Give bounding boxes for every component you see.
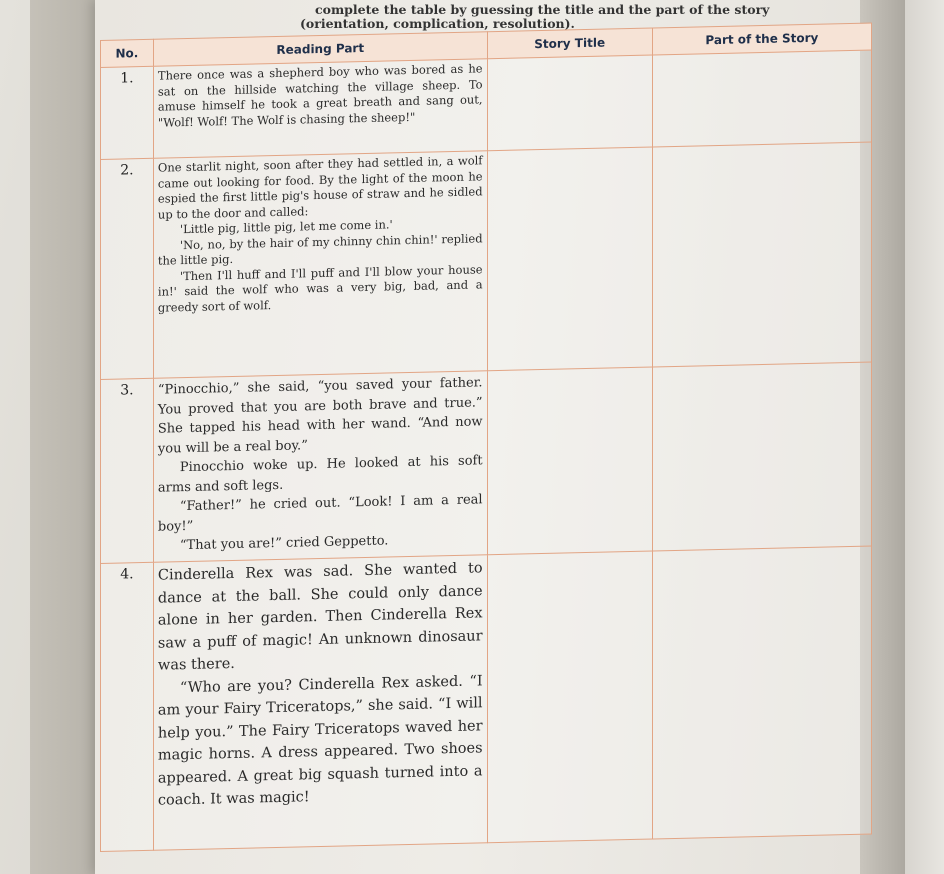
row-number: 3. [101, 378, 154, 563]
reading-paragraph: 'Little pig, little pig, let me come in.' [179, 217, 393, 237]
reading-paragraph: “Father!” he cried out. “Look! I am a real boy!” [157, 492, 483, 535]
reading-paragraph: Cinderella Rex was sad. She wanted to dance at the ball. She could only dance alone in her garden. Then Cinderella Rex saw a puff of magic! An unknown dinosaur was there. [157, 560, 483, 674]
reading-part-cell [153, 371, 487, 563]
reading-paragraph: 'No, no, by the hair of my chinny chin chin!' replied the little pig. [157, 230, 483, 268]
facing-page [905, 0, 944, 874]
reading-paragraph: “Who are you? Cinderella Rex asked. “I am your Fairy Triceratops,” she said. “I will help you.” The Fairy Triceratops waved her magic horns. A dress appeared. Two shoes appeared. A great big squash turned into a coach. It was magic! [157, 672, 483, 809]
table-row [101, 362, 872, 563]
row-number: 1. [101, 66, 154, 159]
story-title-cell[interactable] [487, 367, 652, 555]
reading-part-cell [153, 151, 487, 379]
part-of-story-cell[interactable] [652, 546, 871, 839]
table-row [101, 546, 872, 851]
part-of-story-cell[interactable] [652, 142, 871, 367]
story-title-cell[interactable] [487, 551, 652, 843]
table-row [101, 142, 872, 379]
row-number: 4. [101, 562, 154, 851]
instruction-line-2: (orientation, complication, resolution). [300, 16, 575, 31]
header-reading-part: Reading Part [153, 32, 487, 67]
instruction-line-1: complete the table by guessing the title and the part of the story [315, 2, 770, 17]
reading-paragraph: Pinocchio woke up. He looked at his soft arms and soft legs. [157, 453, 483, 496]
header-part-of-story: Part of the Story [652, 23, 871, 55]
header-story-title: Story Title [487, 28, 652, 59]
reading-paragraph: 'Then I'll huff and I'll puff and I'll blow your house in!' said the wolf who was a very big, bad, and a greedy sort of wolf. [157, 261, 483, 315]
table-row [101, 50, 872, 159]
reading-paragraph: “That you are!” cried Geppetto. [179, 533, 389, 554]
part-of-story-cell[interactable] [652, 362, 871, 551]
part-of-story-cell[interactable] [652, 50, 871, 147]
story-title-cell[interactable] [487, 147, 652, 371]
reading-part-cell [153, 555, 487, 851]
reading-part-cell [153, 59, 487, 159]
reading-paragraph: There once was a shepherd boy who was bored as he sat on the hillside watching the village sheep. To amuse himself he took a great breath and sang out, "Wolf! Wolf! The Wolf is chasing the sheep!" [157, 61, 483, 130]
reading-paragraph: “Pinocchio,” she said, “you saved your father. You proved that you are both brave and true.” She tapped his head with her wand. “And now you will be a real boy.” [157, 375, 483, 457]
story-table [100, 22, 872, 852]
header-no: No. [101, 39, 154, 67]
story-title-cell[interactable] [487, 55, 652, 151]
reading-paragraph: One starlit night, soon after they had settled in, a wolf came out looking for food. By the light of the moon he espied the first little pig's house of straw and he sidled up to the door and called: [157, 153, 483, 222]
row-number: 2. [101, 158, 154, 379]
